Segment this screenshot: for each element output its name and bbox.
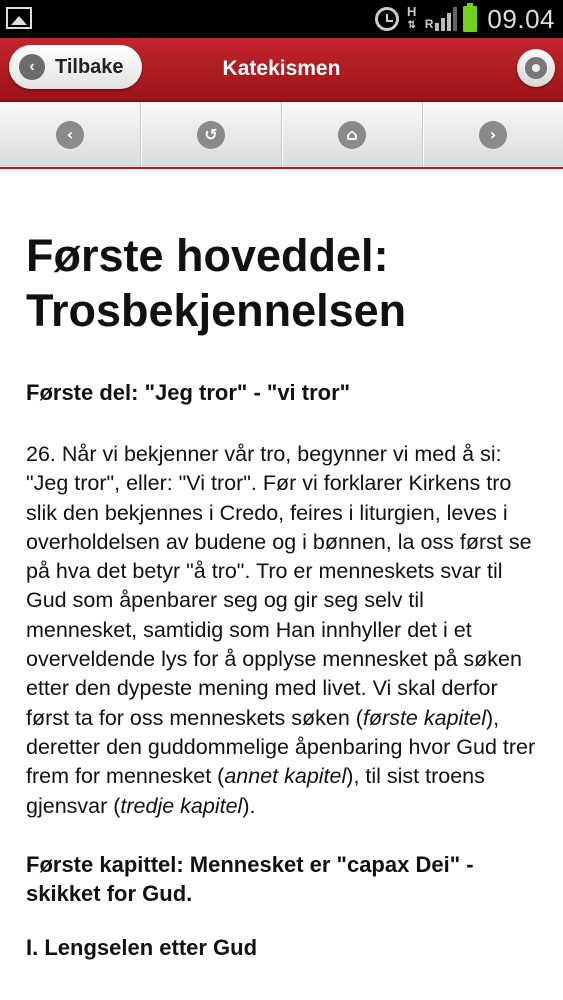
battery-icon: [463, 6, 477, 32]
chevron-left-icon: ‹: [19, 54, 45, 80]
roaming-indicator: R: [424, 17, 434, 31]
chapter-heading: Første kapittel: Mennesket er "capax Dei" - skikket for Gud.: [26, 851, 474, 906]
gallery-icon: [6, 7, 32, 29]
page-title: Katekismen: [222, 57, 341, 80]
back-button[interactable]: [9, 45, 142, 89]
subsection-heading: I. Lengselen etter Gud: [26, 934, 258, 960]
alarm-icon: [375, 7, 399, 31]
gear-icon: [525, 57, 547, 79]
chevron-left-icon: ‹: [56, 121, 84, 149]
article-title: Første hoveddel: Trosbekjennelsen: [26, 230, 407, 336]
signal-icon: [425, 7, 458, 31]
navigation-toolbar: [0, 102, 563, 169]
app-header: [0, 38, 563, 102]
settings-button[interactable]: [517, 49, 555, 87]
previous-button[interactable]: [0, 102, 141, 167]
paragraph-26: 26. Når vi bekjenner vår tro, begynner vi med å si: "Jeg tror", eller: "Vi tror". Før vi forklarer Kirkens tro slik den bekjennes i Credo, feires i liturgien, leves i overholdelsen av budene og i bønnen, la oss først se på hva det betyr "å tro". Tro er menneskets svar til Gud som åpenbarer seg og gir seg selv til mennesket, samtidig som Han innhyller det i et overveldende lys for å opplyse mennesket på søken etter den dypeste mening med livet. Vi skal derfor først ta for oss menneskets søken (første kapitel), deretter den guddommelige åpenbaring hvor Gud trer frem for mennesket (annet kapitel), til sist troens gjensvar (tredje kapitel).: [26, 442, 536, 818]
clock: 09.04: [487, 3, 555, 34]
status-bar: [0, 0, 563, 38]
home-button[interactable]: [282, 102, 423, 167]
status-icons: [375, 0, 555, 38]
network-type-h: H ⇅: [407, 4, 417, 31]
next-button[interactable]: [423, 102, 563, 167]
refresh-icon: ↺: [197, 121, 225, 149]
section-heading: Første del: "Jeg tror" - "vi tror": [26, 380, 351, 405]
back-button-label: Tilbake: [55, 55, 124, 78]
home-icon: ⌂: [338, 121, 366, 149]
article-content: [26, 168, 541, 962]
reload-button[interactable]: [141, 102, 282, 167]
chevron-right-icon: ›: [479, 121, 507, 149]
